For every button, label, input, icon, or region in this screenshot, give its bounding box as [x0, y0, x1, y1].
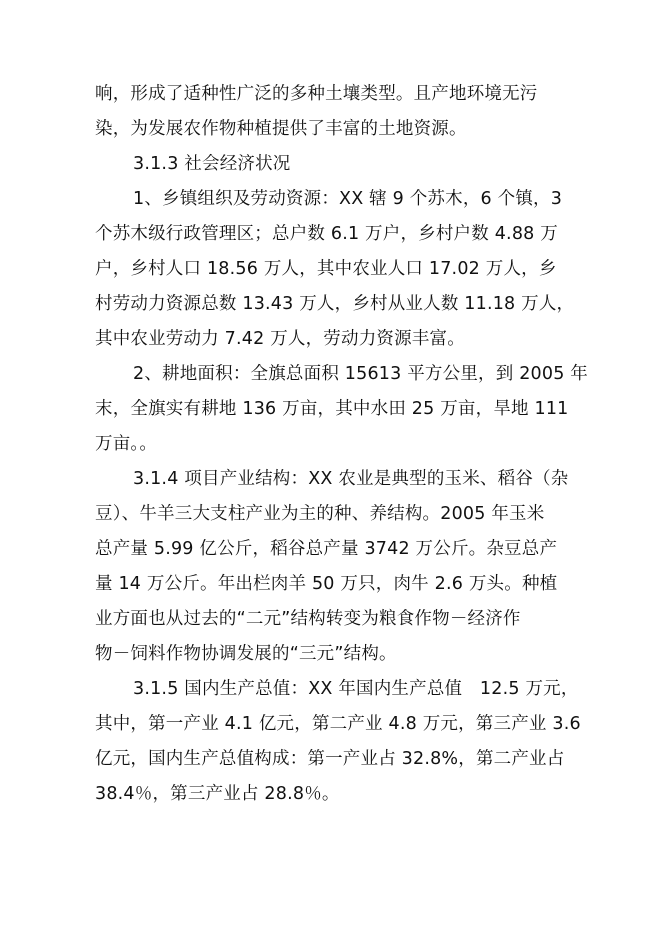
text-line: 万亩。。 [95, 434, 158, 454]
paragraph-line: 2、耕地面积：全旗总面积 15613 平方公里，到 2005 年 [133, 364, 588, 384]
text-line: 总产量 5.99 亿公斤，稻谷总产量 3742 万公斤。杂豆总产 [95, 539, 558, 559]
text-line: 个苏木级行政管理区；总户数 6.1 万户，乡村户数 4.88 万 [95, 224, 558, 244]
section-heading-3-1-3: 3.1.3 社会经济状况 [133, 154, 291, 174]
text-line: 村劳动力资源总数 13.43 万人，乡村从业人数 11.18 万人， [95, 294, 575, 314]
text-line: 量 14 万公斤。年出栏肉羊 50 万只，肉牛 2.6 万头。种植 [95, 574, 558, 594]
text-line: 染，为发展农作物种植提供了丰富的土地资源。 [95, 119, 467, 139]
section-heading-3-1-4: 3.1.4 项目产业结构：XX 农业是典型的玉米、稻谷（杂 [133, 469, 569, 489]
text-line: 豆）、牛羊三大支柱产业为主的种、养结构。2005 年玉米 [95, 504, 545, 524]
text-line: 末，全旗实有耕地 136 万亩，其中水田 25 万亩，旱地 111 [95, 399, 569, 419]
text-line: 响，形成了适种性广泛的多种土壤类型。且产地环境无污 [95, 84, 538, 104]
text-line: 38.4％，第三产业占 28.8％。 [95, 784, 340, 804]
text-line: 业方面也从过去的“二元”结构转变为粮食作物－经济作 [95, 609, 521, 629]
text-line: 物－饲料作物协调发展的“三元”结构。 [95, 644, 397, 664]
section-heading-3-1-5: 3.1.5 国内生产总值：XX 年国内生产总值 12.5 万元， [133, 679, 579, 699]
text-line: 亿元，国内生产总值构成：第一产业占 32.8%，第二产业占 [95, 749, 565, 769]
text-line: 户，乡村人口 18.56 万人，其中农业人口 17.02 万人，乡 [95, 259, 557, 279]
paragraph-line: 1、乡镇组织及劳动资源：XX 辖 9 个苏木，6 个镇，3 [133, 189, 563, 209]
text-line: 其中农业劳动力 7.42 万人，劳动力资源丰富。 [95, 329, 465, 349]
text-line: 其中，第一产业 4.1 亿元，第二产业 4.8 万元，第三产业 3.6 [95, 714, 581, 734]
